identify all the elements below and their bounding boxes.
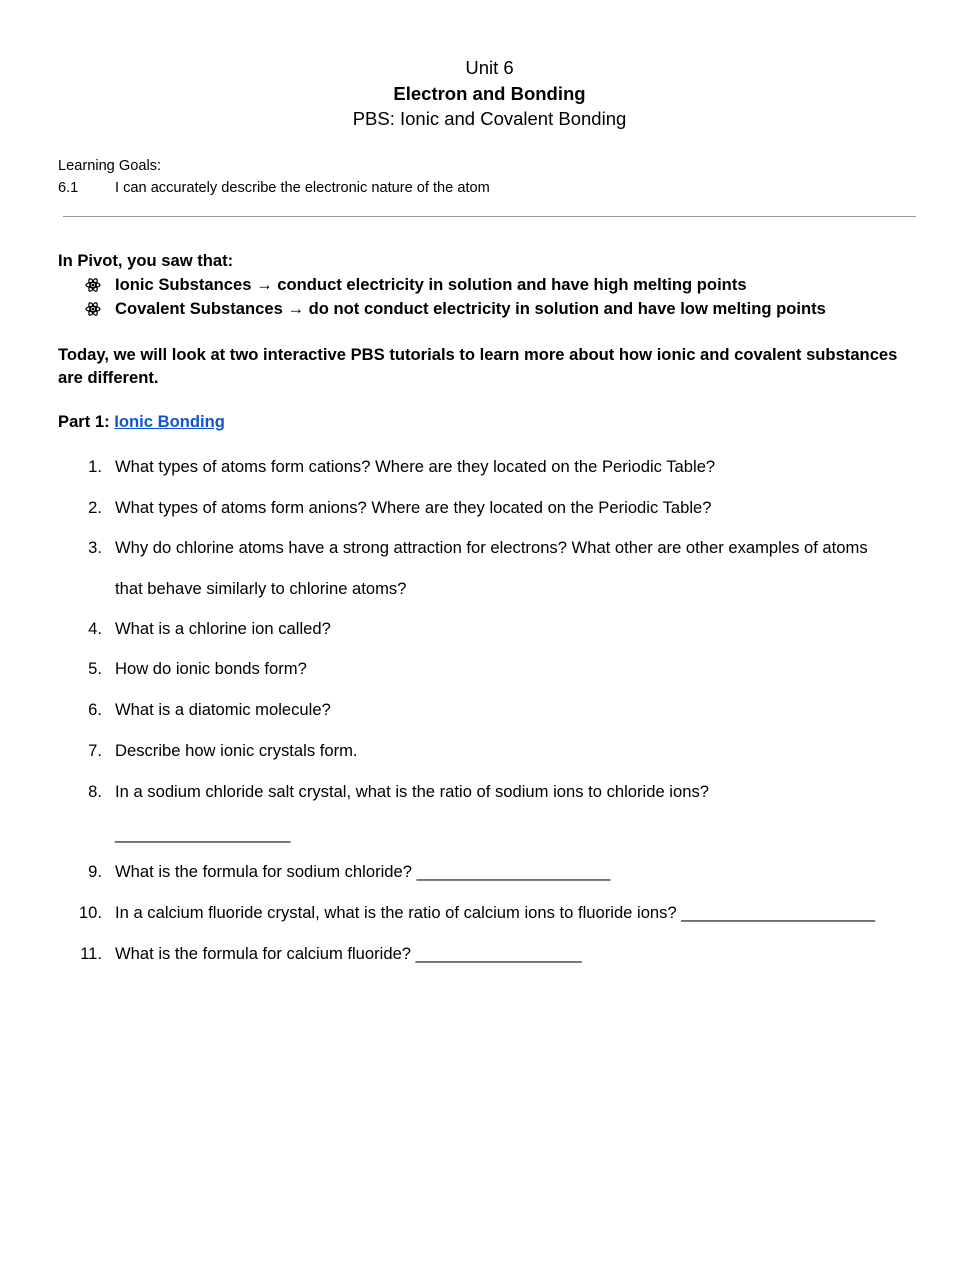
ionic-bonding-link[interactable]: Ionic Bonding — [114, 412, 225, 431]
page-title: Electron and Bonding — [393, 82, 586, 104]
question-text: Describe how ionic crystals form. — [115, 741, 358, 760]
learning-goal-item — [58, 177, 490, 199]
question-number: 8. — [88, 782, 102, 801]
question-number: 3. — [88, 538, 102, 557]
question-text: In a sodium chloride salt crystal, what is the ratio of sodium ions to chloride ions? — [115, 782, 709, 801]
question-number: 10. — [78, 903, 102, 922]
unit-label: Unit 6 — [465, 57, 514, 78]
question-text: What types of atoms form anions? Where are they located on the Periodic Table? — [115, 498, 712, 517]
learning-goals-label: Learning Goals: — [58, 158, 162, 174]
pivot-bullet-covalent — [85, 297, 826, 321]
pivot-summary — [58, 250, 826, 321]
pivot-bullet-ionic — [85, 273, 826, 297]
question-text: What is the formula for sodium chloride? _____________________ — [115, 862, 611, 881]
question-number: 4. — [88, 619, 102, 638]
learning-goals — [58, 155, 490, 199]
question-text: Why do chlorine atoms have a strong attraction for electrons? What other are other examples of atoms — [115, 538, 868, 557]
question-number: 11. — [80, 944, 102, 963]
question-number: 5. — [88, 659, 102, 678]
pivot-intro: In Pivot, you saw that: — [58, 251, 234, 270]
today-paragraph: Today, we will look at two interactive PBS tutorials to learn more about how ionic and covalent substances are different. — [58, 345, 898, 387]
document-header — [0, 55, 979, 132]
goal-number: 6.1 — [58, 180, 79, 196]
question-text: What is the formula for calcium fluoride? __________________ — [115, 944, 582, 963]
question-text: How do ionic bonds form? — [115, 659, 307, 678]
question-text: What is a chlorine ion called? — [115, 619, 331, 638]
question-text: that behave similarly to chlorine atoms? — [115, 579, 407, 598]
goal-text: I can accurately describe the electronic nature of the atom — [115, 180, 490, 196]
bullet-text: Ionic Substances → conduct electricity in solution and have high melting points — [115, 275, 747, 294]
question-number: 2. — [88, 498, 102, 517]
page-subtitle: PBS: Ionic and Covalent Bonding — [352, 108, 627, 129]
atom-icon — [85, 277, 115, 293]
bullet-text: Covalent Substances → do not conduct electricity in solution and have low melting points — [115, 299, 826, 318]
atom-icon — [85, 301, 115, 317]
part1-heading — [58, 412, 225, 432]
horizontal-divider — [63, 216, 916, 217]
part1-label: Part 1: — [58, 412, 110, 431]
answer-line: ___________________ — [115, 824, 291, 843]
question-number: 1. — [88, 457, 102, 476]
question-text: What is a diatomic molecule? — [115, 700, 331, 719]
question-number: 6. — [88, 700, 102, 719]
question-number: 7. — [88, 741, 102, 760]
question-text: In a calcium fluoride crystal, what is the ratio of calcium ions to fluoride ions? _____________________ — [115, 903, 876, 922]
question-text: What types of atoms form cations? Where are they located on the Periodic Table? — [115, 457, 716, 476]
question-number: 9. — [88, 862, 102, 881]
